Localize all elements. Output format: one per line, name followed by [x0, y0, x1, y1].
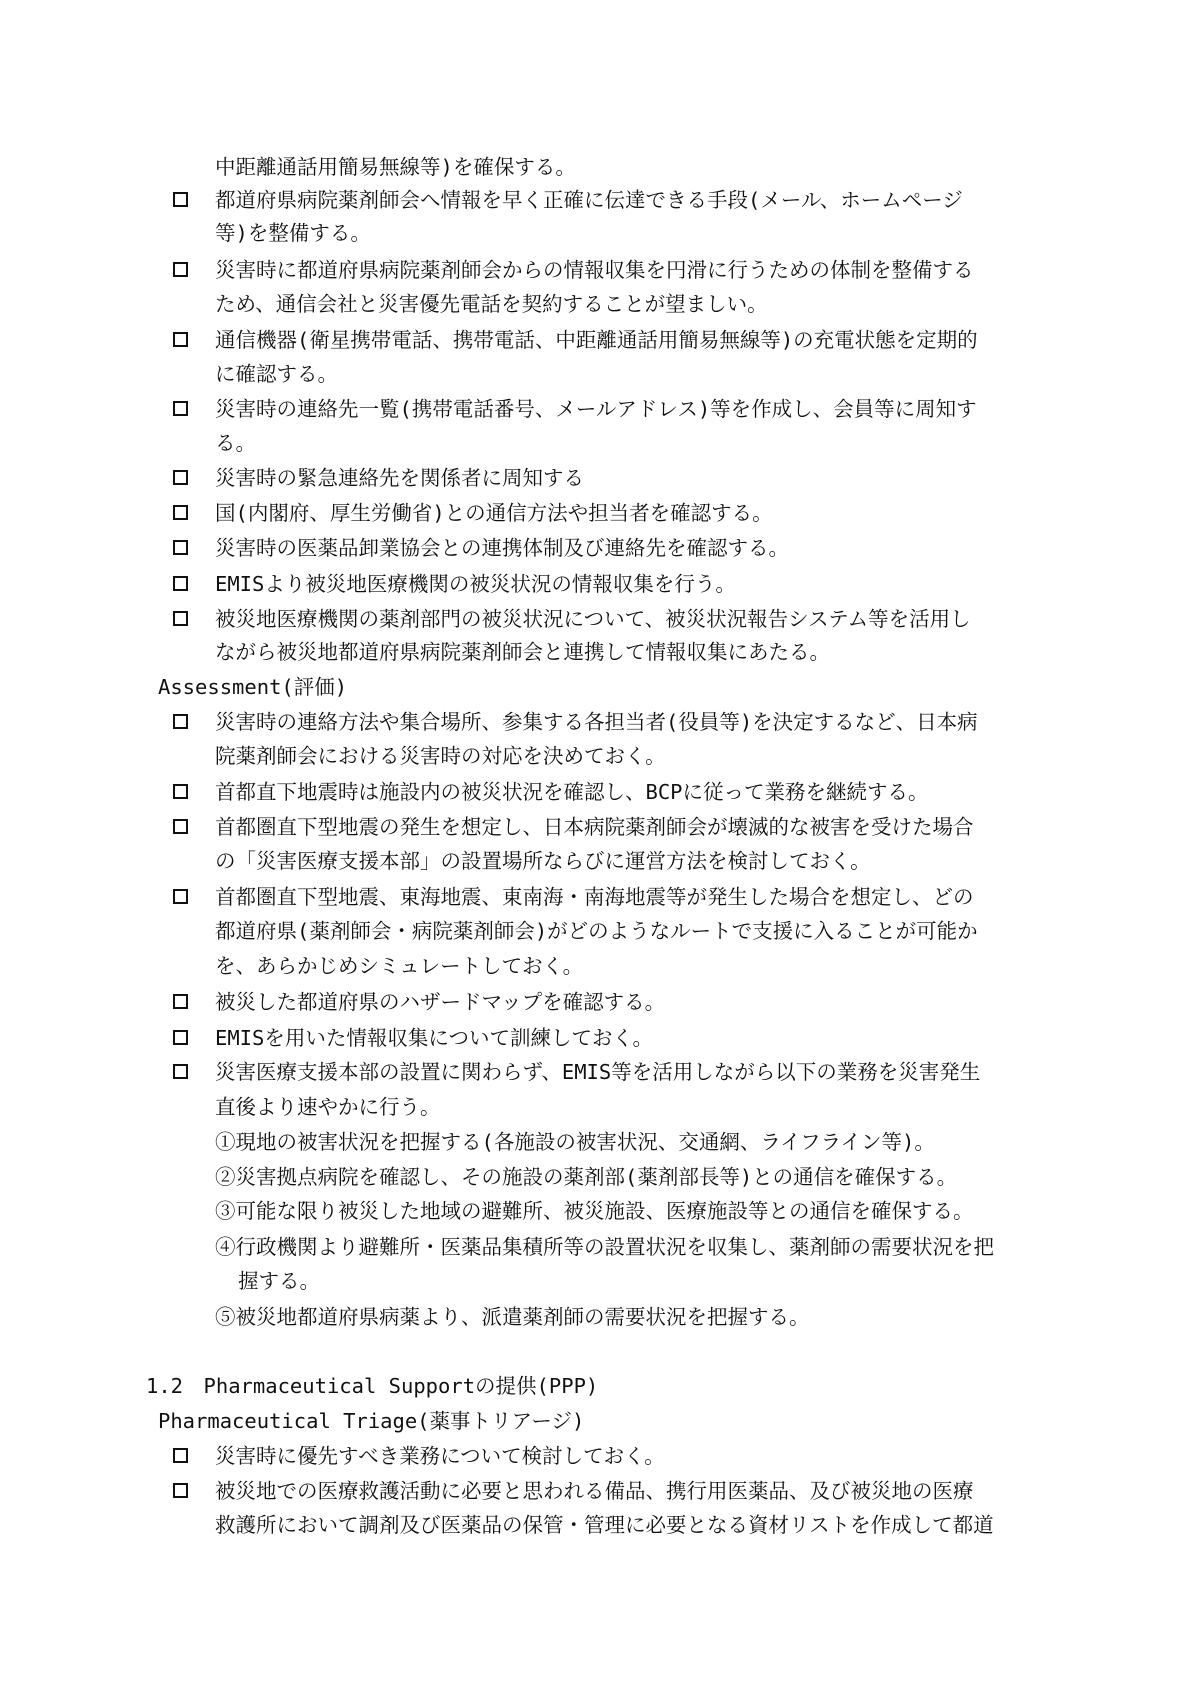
checkbox-icon	[173, 540, 188, 555]
list-item: 被災地医療機関の薬剤部門の被災状況について、被災状況報告システム等を活用し	[215, 607, 971, 631]
list-item: 首都圏直下型地震、東海地震、東南海・南海地震等が発生した場合を想定し、どの	[215, 885, 974, 909]
list-item-continuation: 救護所において調剤及び医薬品の保管・管理に必要となる資材リストを作成して都道	[215, 1513, 994, 1537]
list-item: EMISを用いた情報収集について訓練しておく。	[215, 1026, 654, 1050]
checkbox-icon	[173, 192, 188, 207]
list-item: EMISより被災地医療機関の被災状況の情報収集を行う。	[215, 572, 736, 596]
numbered-item: ④行政機関より避難所・医薬品集積所等の設置状況を収集し、薬剤師の需要状況を把	[215, 1235, 994, 1259]
numbered-item: ②災害拠点病院を確認し、その施設の薬剤部(薬剤部長等)との通信を確保する。	[215, 1165, 958, 1189]
list-item-continuation: 等)を整備する。	[215, 221, 371, 245]
list-item-continuation: を、あらかじめシミュレートしておく。	[215, 954, 584, 978]
list-item-continuation: ため、通信会社と災害優先電話を契約することが望ましい。	[215, 292, 768, 316]
checkbox-icon	[173, 994, 188, 1009]
list-item: 災害時の連絡方法や集合場所、参集する各担当者(役員等)を決定するなど、日本病	[215, 710, 978, 734]
checkbox-icon	[173, 262, 188, 277]
checkbox-icon	[173, 505, 188, 520]
checkbox-icon	[173, 401, 188, 416]
list-item-continuation: に確認する。	[215, 362, 338, 386]
list-item: 通信機器(衛星携帯電話、携帯電話、中距離通話用簡易無線等)の充電状態を定期的	[215, 328, 978, 352]
numbered-item: ①現地の被害状況を把握する(各施設の被害状況、交通網、ライフライン等)。	[215, 1130, 935, 1154]
list-item: 被災した都道府県のハザードマップを確認する。	[215, 990, 666, 1014]
checkbox-icon	[173, 611, 188, 626]
numbered-item: ③可能な限り被災した地域の避難所、被災施設、医療施設等との通信を確保する。	[215, 1199, 974, 1223]
list-item-continuation: 直後より速やかに行う。	[215, 1095, 441, 1119]
list-item: 首都直下地震時は施設内の被災状況を確認し、BCPに従って業務を継続する。	[215, 780, 929, 804]
list-item: 災害時に優先すべき業務について検討しておく。	[215, 1444, 665, 1468]
list-item: 都道府県病院薬剤師会へ情報を早く正確に伝達できる手段(メール、ホームページ	[215, 188, 963, 212]
list-item-continuation: 都道府県(薬剤師会・病院薬剤師会)がどのようなルートで支援に入ることが可能か	[215, 919, 978, 943]
subheading-triage: Pharmaceutical Triage(薬事トリアージ)	[158, 1409, 585, 1433]
list-item-continuation: 中距離通話用簡易無線等)を確保する。	[215, 155, 576, 179]
checkbox-icon	[173, 1030, 188, 1045]
list-item: 災害医療支援本部の設置に関わらず、EMIS等を活用しながら以下の業務を災害発生	[215, 1060, 981, 1084]
numbered-item: ⑤被災地都道府県病薬より、派遣薬剤師の需要状況を把握する。	[215, 1305, 810, 1329]
checkbox-icon	[173, 1064, 188, 1079]
list-item-continuation: る。	[215, 431, 256, 455]
checkbox-icon	[173, 889, 188, 904]
checkbox-icon	[173, 470, 188, 485]
checkbox-icon	[173, 1483, 188, 1498]
checkbox-icon	[173, 332, 188, 347]
list-item: 災害時の緊急連絡先を関係者に周知する	[215, 466, 584, 490]
checkbox-icon	[173, 784, 188, 799]
numbered-item-continuation: 握する。	[238, 1269, 320, 1293]
list-item: 災害時に都道府県病院薬剤師会からの情報収集を円滑に行うための体制を整備する	[215, 258, 974, 282]
checkbox-icon	[173, 819, 188, 834]
list-item-continuation: ながら被災地都道府県病院薬剤師会と連携して情報収集にあたる。	[215, 640, 830, 664]
list-item: 災害時の医薬品卸業協会との連携体制及び連絡先を確認する。	[215, 536, 789, 560]
list-item: 災害時の連絡先一覧(携帯電話番号、メールアドレス)等を作成し、会員等に周知す	[215, 397, 977, 421]
checkbox-icon	[173, 576, 188, 591]
list-item: 首都圏直下型地震の発生を想定し、日本病院薬剤師会が壊滅的な被害を受けた場合	[215, 815, 974, 839]
checkbox-icon	[173, 1448, 188, 1463]
list-item: 国(内閣府、厚生労働省)との通信方法や担当者を確認する。	[215, 501, 773, 525]
list-item: 被災地での医療救護活動に必要と思われる備品、携行用医薬品、及び被災地の医療	[215, 1479, 974, 1503]
checkbox-icon	[173, 714, 188, 729]
list-item-continuation: 院薬剤師会における災害時の対応を決めておく。	[215, 744, 666, 768]
section-heading: 1.2 Pharmaceutical Supportの提供(PPP)	[146, 1374, 599, 1398]
list-item-continuation: の「災害医療支援本部」の設置場所ならびに運営方法を検討しておく。	[215, 849, 871, 873]
subheading-assessment: Assessment(評価)	[158, 675, 348, 699]
